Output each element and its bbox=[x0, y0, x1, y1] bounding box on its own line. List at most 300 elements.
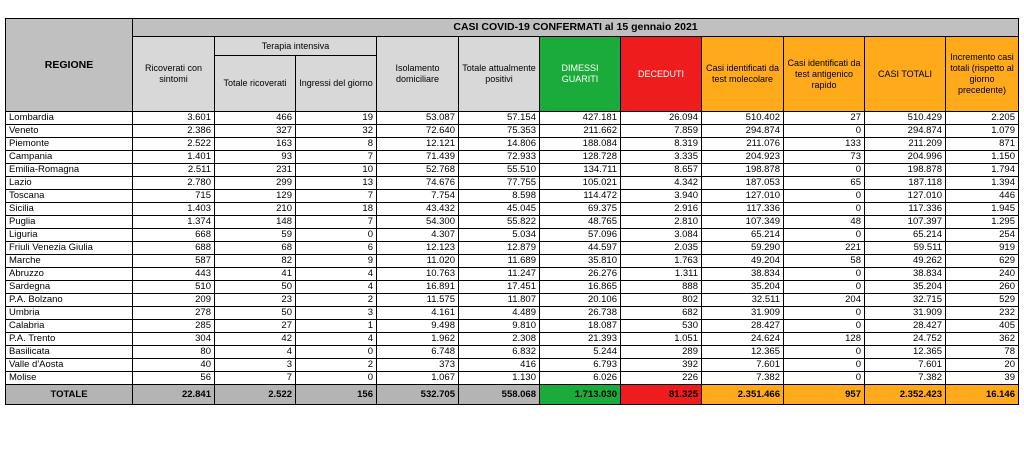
cell-isolamento: 53.087 bbox=[377, 112, 459, 125]
cell-casi-totali: 12.365 bbox=[865, 346, 946, 359]
cell-antigenico: 0 bbox=[784, 372, 865, 385]
cell-antigenico: 65 bbox=[784, 177, 865, 190]
table-row bbox=[6, 281, 1019, 294]
cell-casi-totali: 510.429 bbox=[865, 112, 946, 125]
cell-isolamento: 7.754 bbox=[377, 190, 459, 203]
cell-ingressi: 7 bbox=[296, 151, 377, 164]
cell-ingressi: 0 bbox=[296, 229, 377, 242]
cell-regione: Campania bbox=[6, 151, 133, 164]
cell-antigenico: 0 bbox=[784, 164, 865, 177]
cell-regione: Sardegna bbox=[6, 281, 133, 294]
cell-molecolare: 65.214 bbox=[702, 229, 784, 242]
cell-isolamento: 43.432 bbox=[377, 203, 459, 216]
cell-deceduti: 226 bbox=[621, 372, 702, 385]
cell-antigenico: 0 bbox=[784, 346, 865, 359]
cell-ricoverati: 3.601 bbox=[133, 112, 215, 125]
cell-isolamento: 12.121 bbox=[377, 138, 459, 151]
cell-antigenico: 0 bbox=[784, 320, 865, 333]
cell-molecolare: 107.349 bbox=[702, 216, 784, 229]
cell-isolamento: 1.962 bbox=[377, 333, 459, 346]
cell-antigenico: 27 bbox=[784, 112, 865, 125]
cell-isolamento: 72.640 bbox=[377, 125, 459, 138]
cell-deceduti: 1.763 bbox=[621, 255, 702, 268]
cell-ingressi: 9 bbox=[296, 255, 377, 268]
cell-casi-totali: 24.752 bbox=[865, 333, 946, 346]
cell-deceduti: 3.335 bbox=[621, 151, 702, 164]
cell-ingressi: 13 bbox=[296, 177, 377, 190]
cell-dimessi: 211.662 bbox=[540, 125, 621, 138]
cell-antigenico: 0 bbox=[784, 281, 865, 294]
cell-regione: Basilicata bbox=[6, 346, 133, 359]
cell-incremento: 362 bbox=[946, 333, 1019, 346]
cell-incremento: 446 bbox=[946, 190, 1019, 203]
cell-casi-totali: 127.010 bbox=[865, 190, 946, 203]
header-incremento: Incremento casi totali (rispetto al giorno precedente) bbox=[946, 37, 1019, 112]
cell-isolamento: 16.891 bbox=[377, 281, 459, 294]
cell-incremento: 1.079 bbox=[946, 125, 1019, 138]
cell-totale-ricoverati: 50 bbox=[215, 307, 296, 320]
cell-isolamento: 54.300 bbox=[377, 216, 459, 229]
cell-regione: TOTALE bbox=[6, 385, 133, 405]
cell-totale-ricoverati: 129 bbox=[215, 190, 296, 203]
cell-ricoverati: 688 bbox=[133, 242, 215, 255]
cell-deceduti: 392 bbox=[621, 359, 702, 372]
cell-regione: Veneto bbox=[6, 125, 133, 138]
cell-totale-ricoverati: 3 bbox=[215, 359, 296, 372]
cell-ingressi: 19 bbox=[296, 112, 377, 125]
cell-dimessi: 26.738 bbox=[540, 307, 621, 320]
cell-regione: Lombardia bbox=[6, 112, 133, 125]
cell-incremento: 2.205 bbox=[946, 112, 1019, 125]
cell-ricoverati: 304 bbox=[133, 333, 215, 346]
cell-antigenico: 0 bbox=[784, 307, 865, 320]
table-row bbox=[6, 307, 1019, 320]
cell-antigenico: 0 bbox=[784, 125, 865, 138]
cell-ricoverati: 2.386 bbox=[133, 125, 215, 138]
cell-positivi: 75.353 bbox=[459, 125, 540, 138]
cell-incremento: 240 bbox=[946, 268, 1019, 281]
cell-regione: Molise bbox=[6, 372, 133, 385]
cell-totale-ricoverati: 42 bbox=[215, 333, 296, 346]
cell-isolamento: 71.439 bbox=[377, 151, 459, 164]
cell-dimessi: 20.106 bbox=[540, 294, 621, 307]
cell-deceduti: 8.319 bbox=[621, 138, 702, 151]
table-row bbox=[6, 112, 1019, 125]
cell-ingressi: 3 bbox=[296, 307, 377, 320]
cell-ingressi: 7 bbox=[296, 190, 377, 203]
cell-casi-totali: 59.511 bbox=[865, 242, 946, 255]
cell-casi-totali: 117.336 bbox=[865, 203, 946, 216]
header-dimessi: DIMESSI GUARITI bbox=[540, 37, 621, 112]
cell-positivi: 55.510 bbox=[459, 164, 540, 177]
cell-deceduti: 4.342 bbox=[621, 177, 702, 190]
cell-antigenico: 0 bbox=[784, 203, 865, 216]
cell-isolamento: 532.705 bbox=[377, 385, 459, 405]
table-row bbox=[6, 190, 1019, 203]
table-row bbox=[6, 333, 1019, 346]
cell-totale-ricoverati: 327 bbox=[215, 125, 296, 138]
cell-regione: P.A. Bolzano bbox=[6, 294, 133, 307]
cell-molecolare: 31.909 bbox=[702, 307, 784, 320]
cell-casi-totali: 187.118 bbox=[865, 177, 946, 190]
cell-regione: Toscana bbox=[6, 190, 133, 203]
header-terapia-intensiva: Terapia intensiva bbox=[215, 37, 377, 56]
cell-deceduti: 530 bbox=[621, 320, 702, 333]
cell-totale-ricoverati: 163 bbox=[215, 138, 296, 151]
cell-incremento: 260 bbox=[946, 281, 1019, 294]
table-row bbox=[6, 242, 1019, 255]
cell-dimessi: 1.713.030 bbox=[540, 385, 621, 405]
cell-deceduti: 1.311 bbox=[621, 268, 702, 281]
table-row bbox=[6, 320, 1019, 333]
cell-ricoverati: 2.780 bbox=[133, 177, 215, 190]
cell-molecolare: 59.290 bbox=[702, 242, 784, 255]
cell-totale-ricoverati: 41 bbox=[215, 268, 296, 281]
cell-casi-totali: 198.878 bbox=[865, 164, 946, 177]
cell-dimessi: 57.096 bbox=[540, 229, 621, 242]
cell-totale-ricoverati: 27 bbox=[215, 320, 296, 333]
cell-regione: Emilia-Romagna bbox=[6, 164, 133, 177]
cell-ricoverati: 587 bbox=[133, 255, 215, 268]
cell-ingressi: 32 bbox=[296, 125, 377, 138]
cell-positivi: 11.807 bbox=[459, 294, 540, 307]
table-body bbox=[6, 112, 1019, 405]
cell-dimessi: 6.793 bbox=[540, 359, 621, 372]
cell-molecolare: 7.601 bbox=[702, 359, 784, 372]
header-regione: REGIONE bbox=[6, 19, 133, 112]
cell-molecolare: 24.624 bbox=[702, 333, 784, 346]
table-row bbox=[6, 294, 1019, 307]
cell-regione: P.A. Trento bbox=[6, 333, 133, 346]
cell-molecolare: 187.053 bbox=[702, 177, 784, 190]
table-row bbox=[6, 203, 1019, 216]
cell-ricoverati: 1.374 bbox=[133, 216, 215, 229]
cell-dimessi: 18.087 bbox=[540, 320, 621, 333]
cell-ingressi: 7 bbox=[296, 216, 377, 229]
cell-molecolare: 2.351.466 bbox=[702, 385, 784, 405]
table-row bbox=[6, 151, 1019, 164]
cell-dimessi: 26.276 bbox=[540, 268, 621, 281]
cell-regione: Friuli Venezia Giulia bbox=[6, 242, 133, 255]
cell-dimessi: 427.181 bbox=[540, 112, 621, 125]
header-ingressi: Ingressi del giorno bbox=[296, 56, 377, 112]
cell-dimessi: 5.244 bbox=[540, 346, 621, 359]
cell-ricoverati: 22.841 bbox=[133, 385, 215, 405]
table-row bbox=[6, 216, 1019, 229]
cell-positivi: 14.806 bbox=[459, 138, 540, 151]
cell-incremento: 254 bbox=[946, 229, 1019, 242]
covid-cases-table bbox=[5, 18, 1019, 405]
cell-ricoverati: 1.403 bbox=[133, 203, 215, 216]
cell-antigenico: 957 bbox=[784, 385, 865, 405]
cell-regione: Puglia bbox=[6, 216, 133, 229]
cell-totale-ricoverati: 2.522 bbox=[215, 385, 296, 405]
cell-antigenico: 204 bbox=[784, 294, 865, 307]
cell-deceduti: 3.940 bbox=[621, 190, 702, 203]
cell-molecolare: 49.204 bbox=[702, 255, 784, 268]
cell-ricoverati: 510 bbox=[133, 281, 215, 294]
cell-incremento: 405 bbox=[946, 320, 1019, 333]
cell-totale-ricoverati: 7 bbox=[215, 372, 296, 385]
cell-regione: Lazio bbox=[6, 177, 133, 190]
cell-isolamento: 74.676 bbox=[377, 177, 459, 190]
cell-incremento: 16.146 bbox=[946, 385, 1019, 405]
cell-incremento: 20 bbox=[946, 359, 1019, 372]
cell-incremento: 39 bbox=[946, 372, 1019, 385]
cell-antigenico: 0 bbox=[784, 229, 865, 242]
cell-molecolare: 28.427 bbox=[702, 320, 784, 333]
cell-totale-ricoverati: 299 bbox=[215, 177, 296, 190]
cell-dimessi: 35.810 bbox=[540, 255, 621, 268]
header-totale-ricoverati: Totale ricoverati bbox=[215, 56, 296, 112]
cell-molecolare: 198.878 bbox=[702, 164, 784, 177]
cell-positivi: 5.034 bbox=[459, 229, 540, 242]
cell-antigenico: 0 bbox=[784, 359, 865, 372]
cell-deceduti: 8.657 bbox=[621, 164, 702, 177]
cell-ricoverati: 209 bbox=[133, 294, 215, 307]
cell-ricoverati: 443 bbox=[133, 268, 215, 281]
cell-dimessi: 48.765 bbox=[540, 216, 621, 229]
cell-molecolare: 117.336 bbox=[702, 203, 784, 216]
header-deceduti: DECEDUTI bbox=[621, 37, 702, 112]
cell-antigenico: 128 bbox=[784, 333, 865, 346]
cell-ricoverati: 40 bbox=[133, 359, 215, 372]
cell-positivi: 45.045 bbox=[459, 203, 540, 216]
table-row bbox=[6, 177, 1019, 190]
cell-ingressi: 4 bbox=[296, 333, 377, 346]
cell-dimessi: 134.711 bbox=[540, 164, 621, 177]
cell-regione: Abruzzo bbox=[6, 268, 133, 281]
cell-dimessi: 6.026 bbox=[540, 372, 621, 385]
table-row bbox=[6, 346, 1019, 359]
header-ricoverati: Ricoverati con sintomi bbox=[133, 37, 215, 112]
cell-casi-totali: 35.204 bbox=[865, 281, 946, 294]
cell-ingressi: 4 bbox=[296, 281, 377, 294]
cell-molecolare: 12.365 bbox=[702, 346, 784, 359]
cell-incremento: 871 bbox=[946, 138, 1019, 151]
cell-deceduti: 2.810 bbox=[621, 216, 702, 229]
cell-totale-ricoverati: 23 bbox=[215, 294, 296, 307]
cell-casi-totali: 7.601 bbox=[865, 359, 946, 372]
cell-positivi: 55.822 bbox=[459, 216, 540, 229]
cell-antigenico: 58 bbox=[784, 255, 865, 268]
cell-casi-totali: 2.352.423 bbox=[865, 385, 946, 405]
cell-positivi: 9.810 bbox=[459, 320, 540, 333]
cell-regione: Piemonte bbox=[6, 138, 133, 151]
cell-ingressi: 0 bbox=[296, 372, 377, 385]
cell-positivi: 57.154 bbox=[459, 112, 540, 125]
cell-incremento: 919 bbox=[946, 242, 1019, 255]
cell-ricoverati: 715 bbox=[133, 190, 215, 203]
cell-casi-totali: 65.214 bbox=[865, 229, 946, 242]
table-row bbox=[6, 164, 1019, 177]
table-row bbox=[6, 255, 1019, 268]
cell-deceduti: 26.094 bbox=[621, 112, 702, 125]
cell-dimessi: 16.865 bbox=[540, 281, 621, 294]
cell-ingressi: 2 bbox=[296, 294, 377, 307]
covid-table-container bbox=[5, 18, 1018, 405]
cell-totale-ricoverati: 93 bbox=[215, 151, 296, 164]
cell-dimessi: 21.393 bbox=[540, 333, 621, 346]
cell-totale-ricoverati: 59 bbox=[215, 229, 296, 242]
cell-molecolare: 127.010 bbox=[702, 190, 784, 203]
cell-ingressi: 1 bbox=[296, 320, 377, 333]
cell-isolamento: 11.575 bbox=[377, 294, 459, 307]
cell-isolamento: 52.768 bbox=[377, 164, 459, 177]
cell-deceduti: 1.051 bbox=[621, 333, 702, 346]
cell-deceduti: 3.084 bbox=[621, 229, 702, 242]
cell-totale-ricoverati: 4 bbox=[215, 346, 296, 359]
cell-ricoverati: 2.522 bbox=[133, 138, 215, 151]
cell-dimessi: 114.472 bbox=[540, 190, 621, 203]
cell-ingressi: 8 bbox=[296, 138, 377, 151]
cell-regione: Umbria bbox=[6, 307, 133, 320]
cell-ingressi: 6 bbox=[296, 242, 377, 255]
cell-casi-totali: 31.909 bbox=[865, 307, 946, 320]
cell-ingressi: 2 bbox=[296, 359, 377, 372]
cell-antigenico: 48 bbox=[784, 216, 865, 229]
cell-positivi: 12.879 bbox=[459, 242, 540, 255]
cell-dimessi: 128.728 bbox=[540, 151, 621, 164]
cell-deceduti: 2.916 bbox=[621, 203, 702, 216]
cell-totale-ricoverati: 82 bbox=[215, 255, 296, 268]
cell-incremento: 529 bbox=[946, 294, 1019, 307]
cell-incremento: 629 bbox=[946, 255, 1019, 268]
cell-deceduti: 888 bbox=[621, 281, 702, 294]
cell-casi-totali: 32.715 bbox=[865, 294, 946, 307]
cell-ricoverati: 80 bbox=[133, 346, 215, 359]
cell-deceduti: 682 bbox=[621, 307, 702, 320]
cell-molecolare: 38.834 bbox=[702, 268, 784, 281]
cell-molecolare: 510.402 bbox=[702, 112, 784, 125]
cell-incremento: 78 bbox=[946, 346, 1019, 359]
cell-incremento: 1.150 bbox=[946, 151, 1019, 164]
cell-positivi: 77.755 bbox=[459, 177, 540, 190]
cell-incremento: 1.295 bbox=[946, 216, 1019, 229]
cell-deceduti: 289 bbox=[621, 346, 702, 359]
cell-ricoverati: 285 bbox=[133, 320, 215, 333]
cell-positivi: 17.451 bbox=[459, 281, 540, 294]
cell-positivi: 72.933 bbox=[459, 151, 540, 164]
cell-positivi: 11.247 bbox=[459, 268, 540, 281]
cell-casi-totali: 204.996 bbox=[865, 151, 946, 164]
cell-positivi: 6.832 bbox=[459, 346, 540, 359]
cell-positivi: 2.308 bbox=[459, 333, 540, 346]
cell-antigenico: 221 bbox=[784, 242, 865, 255]
cell-casi-totali: 7.382 bbox=[865, 372, 946, 385]
cell-casi-totali: 211.209 bbox=[865, 138, 946, 151]
cell-totale-ricoverati: 210 bbox=[215, 203, 296, 216]
cell-casi-totali: 28.427 bbox=[865, 320, 946, 333]
cell-positivi: 4.489 bbox=[459, 307, 540, 320]
cell-ingressi: 0 bbox=[296, 346, 377, 359]
cell-casi-totali: 107.397 bbox=[865, 216, 946, 229]
cell-deceduti: 7.859 bbox=[621, 125, 702, 138]
cell-ricoverati: 1.401 bbox=[133, 151, 215, 164]
cell-incremento: 1.945 bbox=[946, 203, 1019, 216]
cell-casi-totali: 49.262 bbox=[865, 255, 946, 268]
cell-dimessi: 69.375 bbox=[540, 203, 621, 216]
cell-totale-ricoverati: 231 bbox=[215, 164, 296, 177]
cell-ingressi: 10 bbox=[296, 164, 377, 177]
cell-antigenico: 73 bbox=[784, 151, 865, 164]
cell-totale-ricoverati: 68 bbox=[215, 242, 296, 255]
cell-ricoverati: 278 bbox=[133, 307, 215, 320]
cell-positivi: 558.068 bbox=[459, 385, 540, 405]
cell-totale-ricoverati: 148 bbox=[215, 216, 296, 229]
cell-antigenico: 0 bbox=[784, 190, 865, 203]
header-test-antigenico: Casi identificati da test antigenico rapido bbox=[784, 37, 865, 112]
cell-incremento: 1.794 bbox=[946, 164, 1019, 177]
cell-ingressi: 156 bbox=[296, 385, 377, 405]
cell-isolamento: 373 bbox=[377, 359, 459, 372]
cell-isolamento: 9.498 bbox=[377, 320, 459, 333]
cell-isolamento: 4.161 bbox=[377, 307, 459, 320]
cell-molecolare: 294.874 bbox=[702, 125, 784, 138]
cell-regione: Marche bbox=[6, 255, 133, 268]
header-casi-totali: CASI TOTALI bbox=[865, 37, 946, 112]
cell-isolamento: 12.123 bbox=[377, 242, 459, 255]
header-positivi: Totale attualmente positivi bbox=[459, 37, 540, 112]
cell-molecolare: 204.923 bbox=[702, 151, 784, 164]
cell-ricoverati: 668 bbox=[133, 229, 215, 242]
totals-row bbox=[6, 385, 1019, 405]
cell-positivi: 1.130 bbox=[459, 372, 540, 385]
header-isolamento: Isolamento domiciliare bbox=[377, 37, 459, 112]
table-row bbox=[6, 359, 1019, 372]
header-test-molecolare: Casi identificati da test molecolare bbox=[702, 37, 784, 112]
cell-molecolare: 32.511 bbox=[702, 294, 784, 307]
cell-ricoverati: 2.511 bbox=[133, 164, 215, 177]
cell-regione: Valle d'Aosta bbox=[6, 359, 133, 372]
cell-regione: Calabria bbox=[6, 320, 133, 333]
cell-ingressi: 4 bbox=[296, 268, 377, 281]
cell-positivi: 11.689 bbox=[459, 255, 540, 268]
cell-incremento: 1.394 bbox=[946, 177, 1019, 190]
cell-isolamento: 4.307 bbox=[377, 229, 459, 242]
cell-antigenico: 0 bbox=[784, 268, 865, 281]
cell-dimessi: 188.084 bbox=[540, 138, 621, 151]
cell-molecolare: 211.076 bbox=[702, 138, 784, 151]
cell-isolamento: 10.763 bbox=[377, 268, 459, 281]
table-row bbox=[6, 229, 1019, 242]
cell-regione: Sicilia bbox=[6, 203, 133, 216]
cell-antigenico: 133 bbox=[784, 138, 865, 151]
cell-deceduti: 81.325 bbox=[621, 385, 702, 405]
cell-casi-totali: 38.834 bbox=[865, 268, 946, 281]
table-row bbox=[6, 372, 1019, 385]
cell-isolamento: 11.020 bbox=[377, 255, 459, 268]
cell-ricoverati: 56 bbox=[133, 372, 215, 385]
cell-casi-totali: 294.874 bbox=[865, 125, 946, 138]
cell-dimessi: 44.597 bbox=[540, 242, 621, 255]
cell-totale-ricoverati: 466 bbox=[215, 112, 296, 125]
cell-positivi: 8.598 bbox=[459, 190, 540, 203]
cell-dimessi: 105.021 bbox=[540, 177, 621, 190]
cell-deceduti: 802 bbox=[621, 294, 702, 307]
cell-molecolare: 35.204 bbox=[702, 281, 784, 294]
cell-deceduti: 2.035 bbox=[621, 242, 702, 255]
table-title: CASI COVID-19 CONFERMATI al 15 gennaio 2021 bbox=[133, 19, 1019, 37]
table-row bbox=[6, 138, 1019, 151]
cell-positivi: 416 bbox=[459, 359, 540, 372]
table-row bbox=[6, 125, 1019, 138]
cell-isolamento: 6.748 bbox=[377, 346, 459, 359]
cell-isolamento: 1.067 bbox=[377, 372, 459, 385]
cell-totale-ricoverati: 50 bbox=[215, 281, 296, 294]
cell-ingressi: 18 bbox=[296, 203, 377, 216]
cell-incremento: 232 bbox=[946, 307, 1019, 320]
